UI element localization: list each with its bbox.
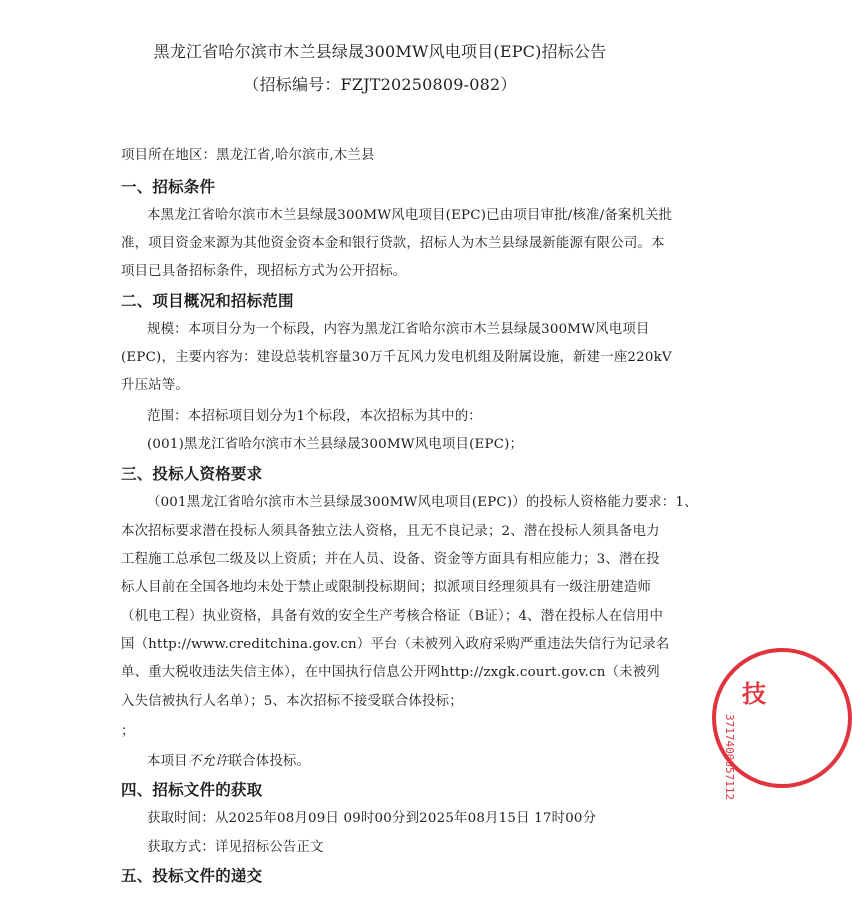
joint-bid-emphasis: 不允许 bbox=[187, 754, 229, 769]
section-heading-4: 四、招标文件的获取 bbox=[121, 781, 263, 799]
section-3-line: 国（http://www.creditchina.gov.cn）平台（未被列入政府采购严重违法失信行为记录名 bbox=[121, 637, 670, 652]
stamp-number: 3717400057112 bbox=[723, 714, 736, 801]
section-4-line: 获取时间：从2025年08月09日 09时00分到2025年08月15日 17时00分 bbox=[147, 811, 597, 826]
section-2-line: 升压站等。 bbox=[121, 378, 189, 393]
section-3-line: 本次招标要求潜在投标人须具备独立法人资格，且无不良记录；2、潜在投标人须具备电力 bbox=[121, 524, 660, 539]
document-subtitle: （招标编号：FZJT20250809-082） bbox=[243, 75, 517, 94]
section-1-line: 本黑龙江省哈尔滨市木兰县绿晟300MW风电项目(EPC)已由项目审批/核准/备案机关批 bbox=[147, 208, 673, 223]
seal-stamp bbox=[712, 648, 852, 801]
section-2-line: 规模：本项目分为一个标段，内容为黑龙江省哈尔滨市木兰县绿晟300MW风电项目 bbox=[147, 322, 650, 337]
project-location: 项目所在地区：黑龙江省,哈尔滨市,木兰县 bbox=[121, 148, 375, 163]
section-3-line: 单、重大税收违法失信主体），在中国执行信息公开网http://zxgk.court.gov.cn（未被列 bbox=[121, 665, 660, 680]
section-4-line: 获取方式：详见招标公告正文 bbox=[147, 840, 324, 855]
section-3-line: 标人目前在全国各地均未处于禁止或限制投标期间；拟派项目经理须具有一级注册建造师 bbox=[121, 580, 652, 595]
section-1-line: 项目已具备招标条件，现招标方式为公开招标。 bbox=[121, 264, 407, 279]
section-1-line: 准，项目资金来源为其他资金资本金和银行贷款，招标人为木兰县绿晟新能源有限公司。本 bbox=[121, 236, 665, 251]
joint-bid-prefix: 本项目 bbox=[147, 754, 188, 769]
joint-bid-suffix: 联合体投标。 bbox=[228, 754, 311, 769]
section-2-line: 范围：本招标项目划分为1个标段，本次招标为其中的： bbox=[147, 409, 482, 424]
joint-bid-statement bbox=[147, 753, 310, 771]
section-heading-1: 一、招标条件 bbox=[121, 178, 216, 196]
section-3-line: 工程施工总承包二级及以上资质；并在人员、设备、资金等方面具有相应能力；3、潜在投 bbox=[121, 552, 660, 567]
document-title: 黑龙江省哈尔滨市木兰县绿晟300MW风电项目(EPC)招标公告 bbox=[153, 42, 607, 61]
section-3-line: （机电工程）执业资格，具备有效的安全生产考核合格证（B证）；4、潜在投标人在信用中 bbox=[121, 609, 664, 624]
section-3-line: 入失信被执行人名单）；5、本次招标不接受联合体投标； bbox=[121, 694, 463, 709]
section-3-line: ； bbox=[121, 724, 135, 739]
section-heading-3: 三、投标人资格要求 bbox=[121, 465, 263, 483]
section-heading-2: 二、项目概况和招标范围 bbox=[121, 292, 294, 310]
section-2-line: (001)黑龙江省哈尔滨市木兰县绿晟300MW风电项目(EPC)； bbox=[147, 437, 524, 452]
section-3-line: （001黑龙江省哈尔滨市木兰县绿晟300MW风电项目(EPC)）的投标人资格能力要求：1、 bbox=[147, 495, 698, 510]
section-heading-5: 五、投标文件的递交 bbox=[121, 867, 263, 885]
section-2-line: (EPC)，主要内容为：建设总装机容量30万千瓦风力发电机组及附属设施，新建一座220kV bbox=[121, 350, 672, 365]
stamp-char: 技 bbox=[742, 680, 766, 708]
